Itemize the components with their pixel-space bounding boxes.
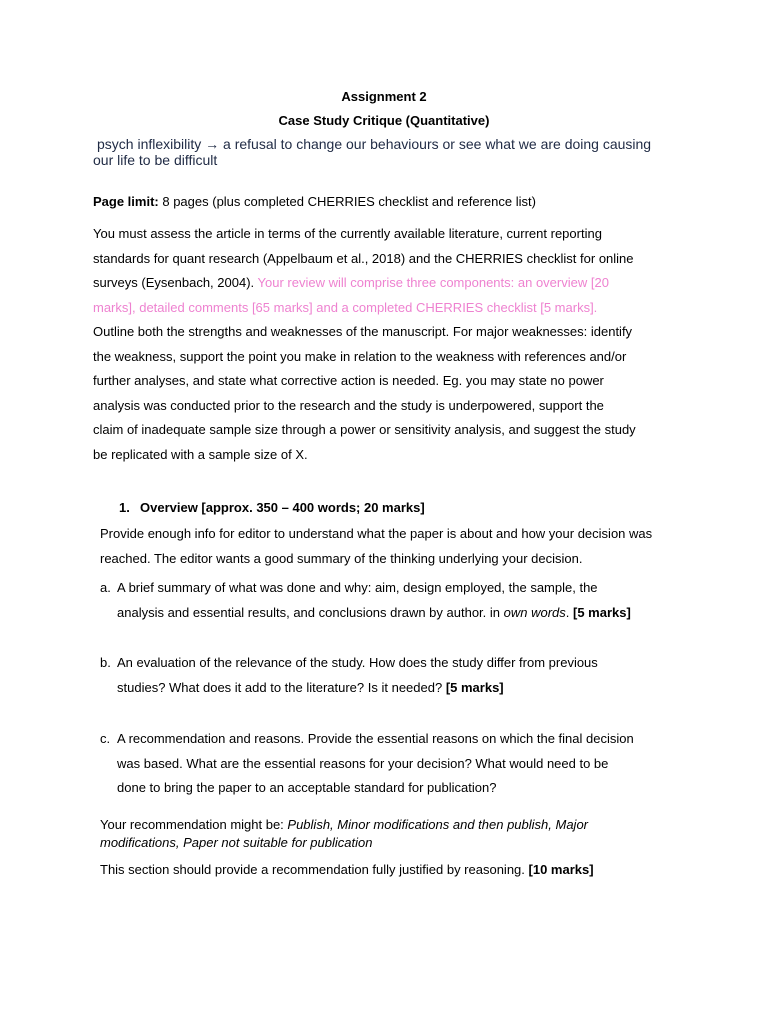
handwritten-note-line-1: psych inflexibility → a refusal to change our behaviours or see what we are doing causing <box>97 136 652 152</box>
handwritten-note-line-2: our life to be difficult <box>93 152 218 168</box>
recommendation-options-1: Publish, Minor modifications and then publish, Major <box>287 817 589 832</box>
item-a-period: . <box>565 605 573 620</box>
intro-line-5: Outline both the strengths and weaknesses of the manuscript. For major weaknesses: identify <box>93 324 633 339</box>
assignment-title: Assignment 2 <box>341 89 427 104</box>
item-c-line-3: done to bring the paper to an acceptable standard for publication? <box>117 780 497 795</box>
recommendation-text: Your recommendation might be: <box>100 817 288 832</box>
item-b-line-2 <box>117 680 504 695</box>
page-limit-label: Page limit: <box>93 194 159 209</box>
item-c-line-1: A recommendation and reasons. Provide the essential reasons on which the final decision <box>117 731 634 746</box>
item-c-marker: c. <box>100 731 111 746</box>
item-c-line-2: was based. What are the essential reasons for your decision? What would need to be <box>117 756 609 771</box>
section-1-para-line-1: Provide enough info for editor to understand what the paper is about and how your decision was <box>100 526 653 541</box>
intro-line-8: analysis was conducted prior to the research and the study is underpowered, support the <box>93 398 604 413</box>
section-1-heading: Overview [approx. 350 – 400 words; 20 marks] <box>140 500 425 515</box>
intro-line-6: the weakness, support the point you make in relation to the weakness with references and/or <box>93 349 627 364</box>
intro-line-3-text: surveys (Eysenbach, 2004). <box>93 275 258 290</box>
item-a-marker: a. <box>100 580 111 595</box>
item-b-marker: b. <box>100 655 111 670</box>
page-limit <box>93 194 536 209</box>
recommendation-line-1 <box>100 817 588 832</box>
item-b-marks: [5 marks] <box>445 680 504 695</box>
intro-line-9: claim of inadequate sample size through a power or sensitivity analysis, and suggest the study <box>93 422 636 437</box>
item-a-line-2 <box>117 605 631 620</box>
intro-line-1: You must assess the article in terms of the currently available literature, current reporting <box>93 226 602 241</box>
recommendation-options-2: modifications, Paper not suitable for publication <box>100 835 373 850</box>
intro-line-2: standards for quant research (Appelbaum et al., 2018) and the CHERRIES checklist for online <box>93 251 634 266</box>
final-marks: [10 marks] <box>528 862 594 877</box>
item-a-marks: [5 marks] <box>573 605 631 620</box>
intro-line-10: be replicated with a sample size of X. <box>93 447 308 462</box>
item-a-line-1: A brief summary of what was done and why: aim, design employed, the sample, the <box>117 580 598 595</box>
intro-highlight-2: marks], detailed comments [65 marks] and a completed CHERRIES checklist [5 marks]. <box>93 300 598 315</box>
final-line <box>100 862 594 877</box>
assignment-subtitle: Case Study Critique (Quantitative) <box>278 113 490 128</box>
final-text: This section should provide a recommendation fully justified by reasoning. <box>100 862 529 877</box>
intro-line-7: further analyses, and state what corrective action is needed. Eg. you may state no power <box>93 373 604 388</box>
page-limit-text: 8 pages (plus completed CHERRIES checklist and reference list) <box>158 194 536 209</box>
item-b-line-1: An evaluation of the relevance of the study. How does the study differ from previous <box>117 655 598 670</box>
section-1-para-line-2: reached. The editor wants a good summary of the thinking underlying your decision. <box>100 551 583 566</box>
item-a-line-2-text: analysis and essential results, and conclusions drawn by author. in <box>117 605 504 620</box>
section-1-number: 1. <box>119 500 130 515</box>
intro-line-3 <box>93 275 609 290</box>
intro-highlight-1: Your review will comprise three components: an overview [20 <box>257 275 609 290</box>
item-a-italic: own words <box>503 605 566 620</box>
item-b-line-2-text: studies? What does it add to the literature? Is it needed? <box>117 680 446 695</box>
